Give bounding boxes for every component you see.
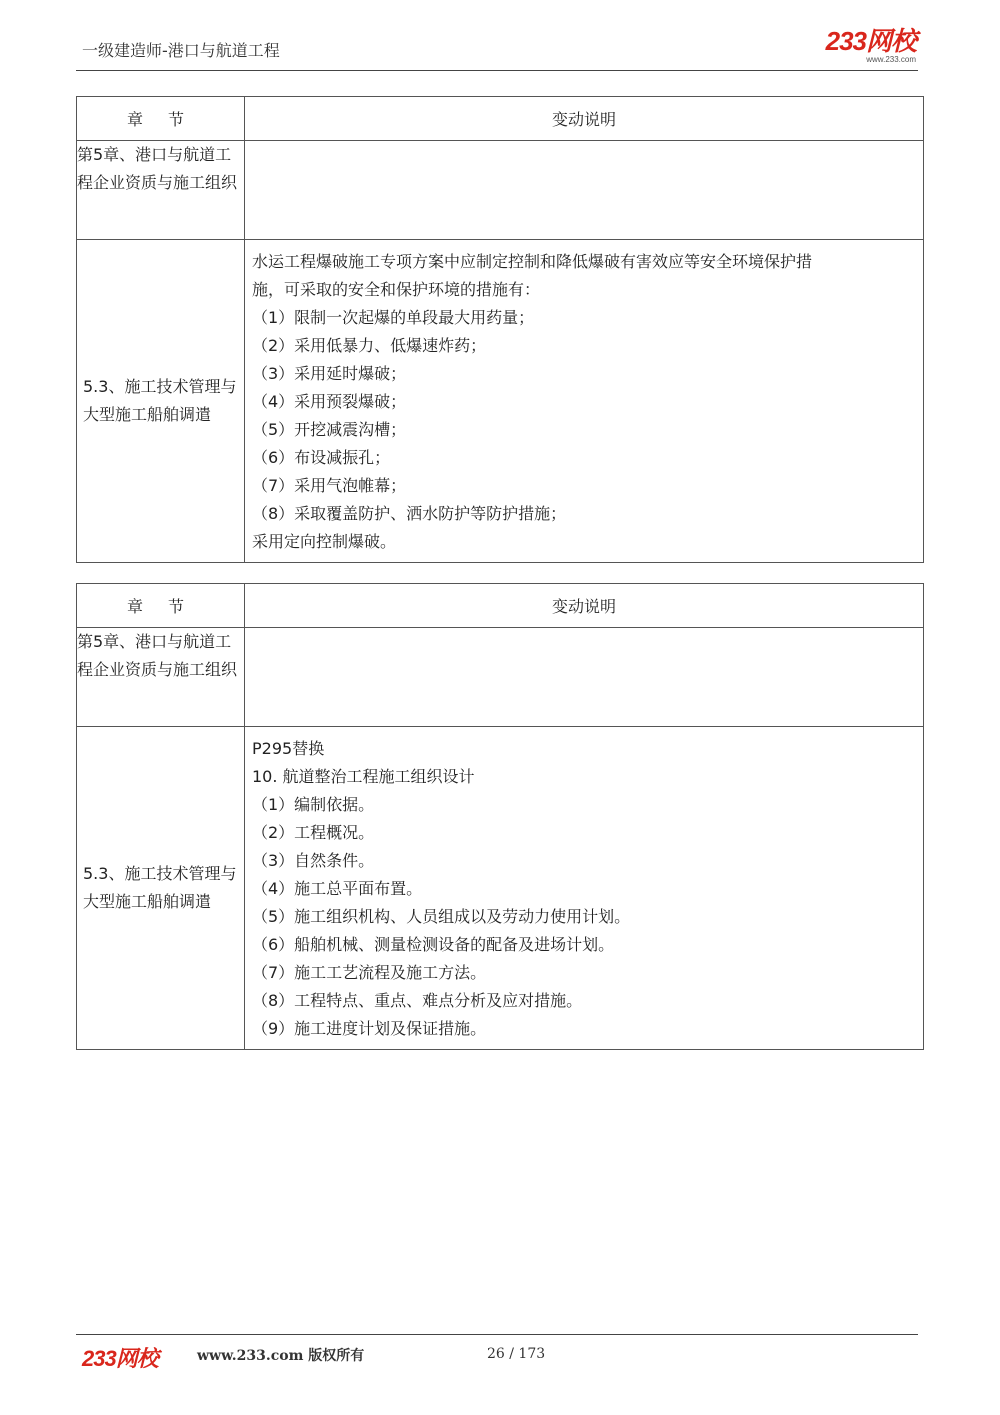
description-line: （7）采用气泡帷幕；	[252, 476, 407, 495]
table-header-row	[77, 584, 924, 628]
description-line: P295替换	[252, 739, 325, 758]
footer-divider	[76, 1334, 918, 1335]
footer-copyright: www.233.com 版权所有	[197, 1348, 365, 1364]
description-line: （6）船舶机械、测量检测设备的配备及进场计划。	[252, 935, 615, 954]
table-header-row	[77, 97, 924, 141]
description-line: （1）编制依据。	[252, 795, 375, 814]
description-line: （8）工程特点、重点、难点分析及应对措施。	[252, 991, 583, 1010]
header-divider	[76, 70, 918, 71]
chapter-description-cell	[245, 141, 924, 240]
chapter-cell: 第5章、港口与航道工程企业资质与施工组织	[77, 628, 245, 727]
description-line: （5）开挖减震沟槽；	[252, 420, 407, 439]
page-indicator: 26 / 173	[487, 1346, 546, 1362]
brand-logo-url: www.233.com	[866, 55, 916, 64]
description-line: （9）施工进度计划及保证措施。	[252, 1019, 487, 1038]
table-row-section	[77, 240, 924, 563]
description-line: 水运工程爆破施工专项方案中应制定控制和降低爆破有害效应等安全环境保护措	[252, 252, 813, 271]
section-description-cell	[245, 240, 924, 563]
column-header-description: 变动说明	[245, 97, 924, 141]
description-line: （3）自然条件。	[252, 851, 375, 870]
description-line: （3）采用延时爆破；	[252, 364, 407, 383]
table-row-chapter	[77, 141, 924, 240]
description-line: （2）工程概况。	[252, 823, 375, 842]
description-line: （4）施工总平面布置。	[252, 879, 423, 898]
change-table-2	[76, 583, 924, 1050]
column-header-description: 变动说明	[245, 584, 924, 628]
chapter-description-cell	[245, 628, 924, 727]
brand-logo-text: 233网校	[825, 26, 916, 56]
description-line: 施，可采取的安全和保护环境的措施有：	[252, 280, 541, 299]
description-line: （4）采用预裂爆破；	[252, 392, 407, 411]
column-header-chapter: 章 节	[77, 584, 245, 628]
description-line: （2）采用低暴力、低爆速炸药；	[252, 336, 487, 355]
description-line: 采用定向控制爆破。	[252, 532, 397, 551]
change-table-1	[76, 96, 924, 563]
description-line: （1）限制一次起爆的单段最大用药量；	[252, 308, 535, 327]
chapter-cell: 第5章、港口与航道工程企业资质与施工组织	[77, 141, 245, 240]
description-line: （6）布设减振孔；	[252, 448, 391, 467]
section-cell: 5.3、施工技术管理与大型施工船舶调遣	[77, 240, 245, 563]
section-cell: 5.3、施工技术管理与大型施工船舶调遣	[77, 727, 245, 1050]
document-header-title: 一级建造师-港口与航道工程	[82, 41, 280, 60]
footer-logo: 233网校	[82, 1346, 158, 1371]
table-row-section	[77, 727, 924, 1050]
description-line: （8）采取覆盖防护、洒水防护等防护措施；	[252, 504, 567, 523]
column-header-chapter: 章 节	[77, 97, 245, 141]
description-line: 10. 航道整治工程施工组织设计	[252, 767, 475, 786]
brand-logo	[826, 28, 916, 64]
description-line: （7）施工工艺流程及施工方法。	[252, 963, 487, 982]
table-row-chapter	[77, 628, 924, 727]
section-description-cell	[245, 727, 924, 1050]
description-line: （5）施工组织机构、人员组成以及劳动力使用计划。	[252, 907, 631, 926]
